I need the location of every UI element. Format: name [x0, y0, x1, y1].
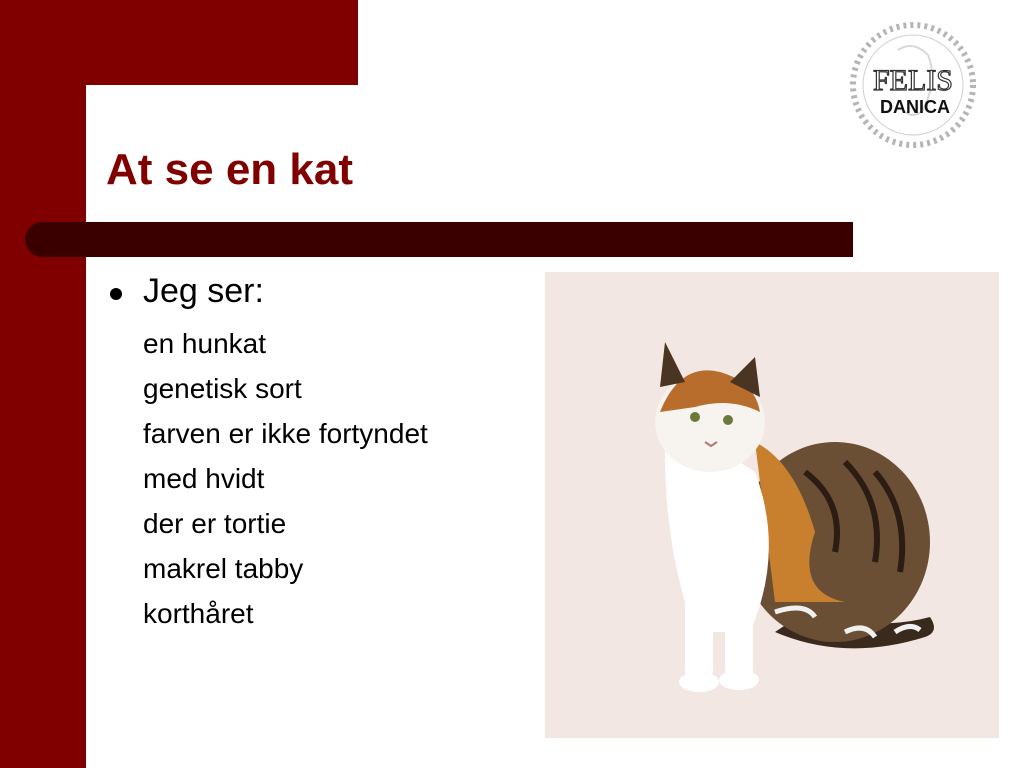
title-underline-bar — [25, 222, 853, 257]
slide-title: At se en kat — [106, 145, 353, 194]
bullet-icon — [110, 288, 122, 300]
calico-cat-photo — [545, 272, 999, 738]
list-item: korthåret — [143, 598, 254, 629]
list-item: farven er ikke fortyndet — [143, 418, 428, 449]
left-accent-band — [0, 0, 86, 768]
list-item: med hvidt — [143, 463, 265, 494]
logo-word-felis: FELIS — [872, 64, 954, 97]
content-corner — [86, 85, 146, 145]
list-item: makrel tabby — [143, 553, 304, 584]
logo-word-danica: DANICA — [880, 97, 950, 117]
list-item: genetisk sort — [143, 373, 302, 404]
bullet-heading: Jeg ser: — [143, 272, 264, 310]
top-accent-band — [0, 0, 358, 85]
list-item: der er tortie — [143, 508, 287, 539]
list-item: en hunkat — [143, 328, 266, 359]
felis-danica-logo — [843, 20, 983, 150]
